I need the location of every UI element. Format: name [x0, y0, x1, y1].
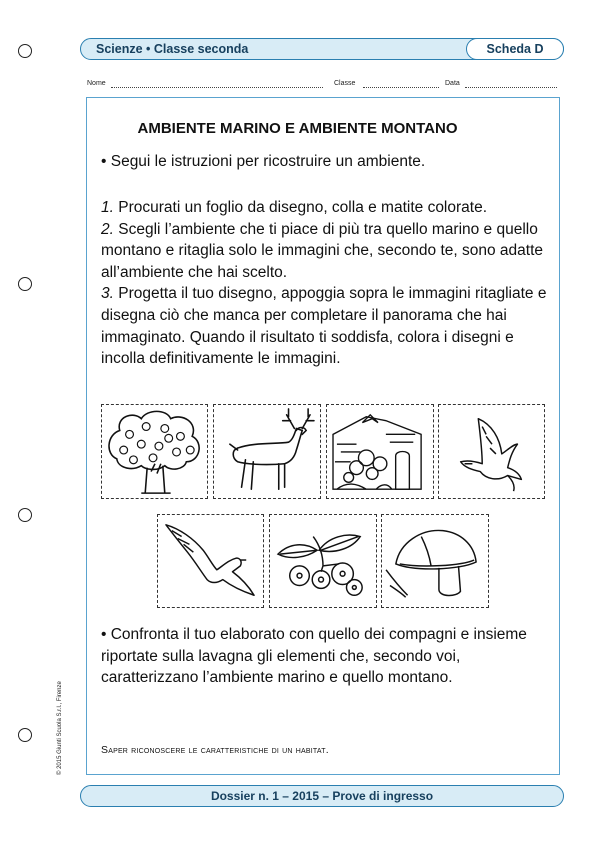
- binder-hole-3: [18, 508, 32, 522]
- class-label: Classe: [334, 80, 356, 87]
- berries-card[interactable]: [269, 514, 377, 608]
- date-field[interactable]: [465, 87, 557, 88]
- name-label: Nome: [87, 80, 106, 87]
- class-field[interactable]: [363, 87, 439, 88]
- eagle-card[interactable]: [438, 404, 545, 499]
- step-number: 2.: [101, 220, 114, 238]
- binder-hole-4: [18, 728, 32, 742]
- step-number: 1.: [101, 199, 114, 216]
- step-text: Procurati un foglio da disegno, colla e matite colorate.: [113, 199, 488, 216]
- header-bar: [80, 38, 564, 60]
- village-house-icon: [327, 405, 433, 498]
- village-house-card[interactable]: [326, 404, 434, 499]
- step-1: [101, 197, 549, 219]
- step-number: 3.: [101, 285, 114, 303]
- date-label: Data: [445, 80, 460, 87]
- deer-icon: [214, 405, 320, 498]
- mushroom-icon: [382, 515, 488, 607]
- step-3: [101, 283, 549, 369]
- step-text: Scegli l’ambiente che ti piace di più tra quello marino e quello montano e ritaglia solo le immagini che, secondo te, sono adatte all’ambiente che hai scelto.: [101, 220, 544, 281]
- copyright-note: © 2015 Giunti Scuola S.r.l., Firenze: [57, 681, 63, 775]
- mushroom-card[interactable]: [381, 514, 489, 608]
- worksheet-title: AMBIENTE MARINO E AMBIENTE MONTANO: [137, 120, 458, 137]
- apple-tree-icon: [102, 405, 207, 498]
- card-label: Scheda D: [466, 38, 564, 60]
- name-field[interactable]: [111, 87, 323, 88]
- binder-hole-1: [18, 44, 32, 58]
- subject-label: Scienze • Classe seconda: [96, 42, 249, 56]
- step-text: Progetta il tuo disegno, appoggia sopra le immagini ritagliate e disegna ciò che manca per completare il panorama che hai immaginato. Quando il risultato ti soddisfa, colora i disegni e incolla definitivamente le immagini.: [101, 285, 547, 368]
- binder-hole-2: [18, 277, 32, 291]
- learning-objective: Saper riconoscere le caratteristiche di un habitat.: [101, 744, 329, 756]
- deer-card[interactable]: [213, 404, 321, 499]
- seagull-icon: [158, 515, 263, 607]
- apple-tree-card[interactable]: [101, 404, 208, 499]
- berries-icon: [270, 515, 376, 607]
- seagull-card[interactable]: [157, 514, 264, 608]
- final-instruction: • Confronta il tuo elaborato con quello dei compagni e insieme riportate sulla lavagna gli elementi che, secondo voi, caratterizzano l’ambiente marino e quello montano.: [101, 626, 527, 687]
- step-2: [101, 219, 549, 284]
- footer-bar: Dossier n. 1 – 2015 – Prove di ingresso: [80, 785, 564, 807]
- eagle-icon: [439, 405, 544, 498]
- lead-instruction: • Segui le istruzioni per ricostruire un ambiente.: [101, 153, 426, 170]
- instruction-steps: [101, 197, 549, 370]
